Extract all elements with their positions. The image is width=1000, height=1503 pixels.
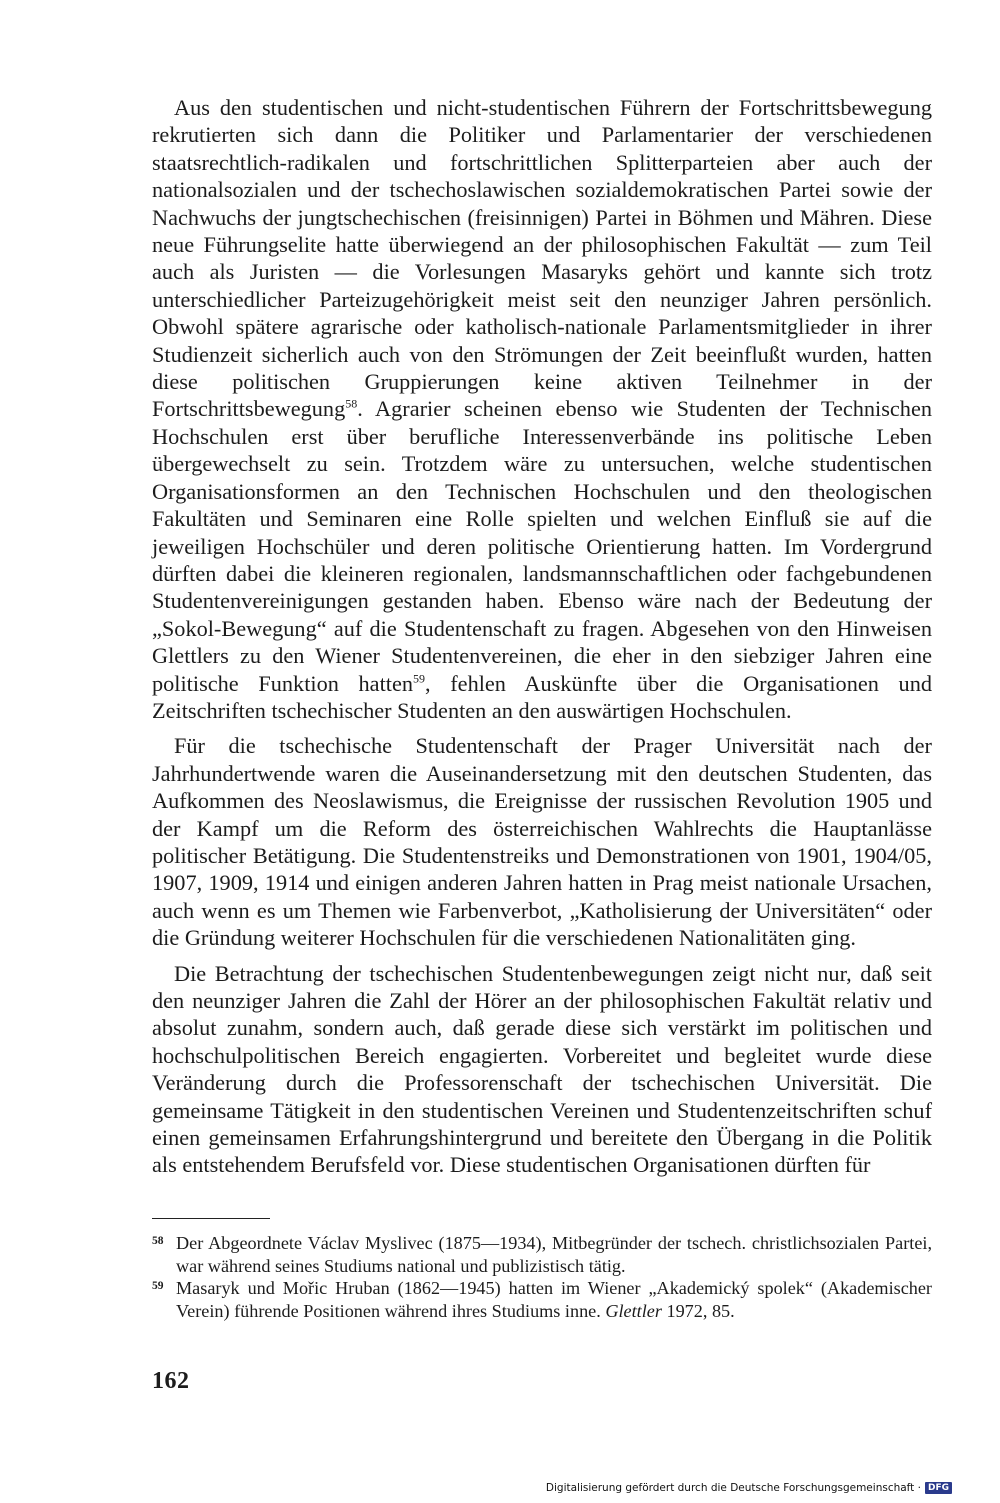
paragraph-3	[152, 960, 932, 1179]
digitization-credit	[546, 1482, 952, 1494]
document-page	[152, 94, 932, 1179]
text-run: Für die tschechische Studentenschaft der Prager Universität nach der Jahrhundertwende waren die Auseinandersetzung mit den deutschen Studenten, das Aufkommen des Neoslawismus, die Ereignisse der russischen Revolution 1905 und der Kampf um die Reform des österreichischen Wahlrechts die Hauptanlässe politischer Betätigung. Die Studentenstreiks und Demonstrationen von 1901, 1904/05, 1907, 1909, 1914 und einigen anderen Jahren hatten in Prag meist nationale Ursachen, auch wenn es um Themen wie Farbenverbot, „Katholisierung der Universitäten“ oder die Gründung weiterer Hochschulen für die verschiedenen Nationalitäten ging.	[152, 733, 932, 951]
footnote-text: Masaryk und Mořic Hruban (1862—1945) hatten im Wiener „Akademický spolek“ (Akademischer Verein) führende Positionen während ihres Studiums inne.	[176, 1278, 932, 1321]
footnote-number: 58	[152, 1235, 164, 1247]
footnote-reference-58: 58	[345, 397, 358, 412]
text-run: . Agrarier scheinen ebenso wie Studenten der Technischen Hochschulen erst über berufliche Interessenverbände ins politische Leben übergewechselt zu sein. Trotzdem wäre zu untersuchen, welche studentischen Organisationsformen an den Technischen Hochschulen und den theologischen Fakultäten und Seminaren eine Rolle spielten und welchen Einfluß sie auf die jeweiligen Hochschüler und deren politische Orientierung hatten. Im Vordergrund dürften dabei die kleineren regionalen, landsmannschaftlichen oder fachgebundenen Studentenvereinigungen gestanden haben. Ebenso wäre nach der Bedeutung der „Sokol-Bewegung“ auf die Studentenschaft zu fragen. Abgesehen von den Hinweisen Glettlers zu den Wiener Studentenvereinen, die eher in den siebziger Jahren eine politische Funktion hatten	[152, 396, 932, 696]
footnote-59	[152, 1277, 932, 1322]
footnotes	[152, 1232, 932, 1322]
paragraph-1	[152, 94, 932, 724]
paragraph-2	[152, 732, 932, 951]
citation-author: Glettler	[605, 1300, 662, 1321]
footnote-58	[152, 1232, 932, 1277]
footnote-number: 59	[152, 1280, 164, 1293]
credit-text: Digitalisierung gefördert durch die Deutsche Forschungsgemeinschaft ·	[545, 1482, 921, 1494]
footnote-text: Der Abgeordnete Václav Myslivec (1875—1934), Mitbegründer der tschech. christlichsozialen Partei, war während seines Studiums national und publizistisch tätig.	[176, 1233, 932, 1276]
body-text	[152, 94, 932, 1179]
footnote-text: 1972, 85.	[661, 1300, 735, 1321]
text-run: , fehlen Auskünfte über die Organisationen und Zeitschriften tschechischer Studenten an den auswärtigen Hochschulen.	[152, 670, 932, 723]
dfg-logo: DFG	[925, 1482, 952, 1494]
footnote-divider	[152, 1218, 270, 1219]
footnote-reference-59: 59	[413, 671, 426, 686]
page-number: 162	[152, 1368, 190, 1394]
text-run: Aus den studentischen und nicht-studentischen Führern der Fortschrittsbewegung rekrutierten sich dann die Politiker und Parlamentarier der verschiedenen staatsrechtlich-radikalen und fortschrittlichen Splitterparteien aber auch der nationalsozialen und der tschechoslawischen sozialdemokratischen Partei sowie der Nachwuchs der jungtschechischen (freisinnigen) Partei in Böhmen und Mähren. Diese neue Führungselite hatte überwiegend an der philosophischen Fakultät — zum Teil auch als Juristen — die Vorlesungen Masaryks gehört und kannte sich trotz unterschiedlicher Parteizugehörigkeit meist seit den neunziger Jahren persönlich. Obwohl spätere agrarische oder katholisch-nationale Parlamentsmitglieder in ihrer Studienzeit sicherlich auch von den Strömungen der Zeit beeinflußt wurden, hatten diese politischen Gruppierungen keine aktiven Teilnehmer in der Fortschrittsbewegung	[152, 95, 932, 422]
text-run: Die Betrachtung der tschechischen Studentenbewegungen zeigt nicht nur, daß seit den neunziger Jahren die Zahl der Hörer an der philosophischen Fakultät relativ und absolut zunahm, sondern auch, daß gerade diese sich verstärkt im politischen und hochschulpolitischen Bereich engagierten. Vorbereitet und begleitet wurde diese Veränderung durch die Professorenschaft der tschechischen Universität. Die gemeinsame Tätigkeit in den studentischen Vereinen und Studentenzeitschriften schuf einen gemeinsamen Erfahrungshintergrund und bereitete den Übergang in die Politik als entstehendem Berufsfeld vor. Diese studentischen Organisationen dürften für	[152, 960, 932, 1178]
